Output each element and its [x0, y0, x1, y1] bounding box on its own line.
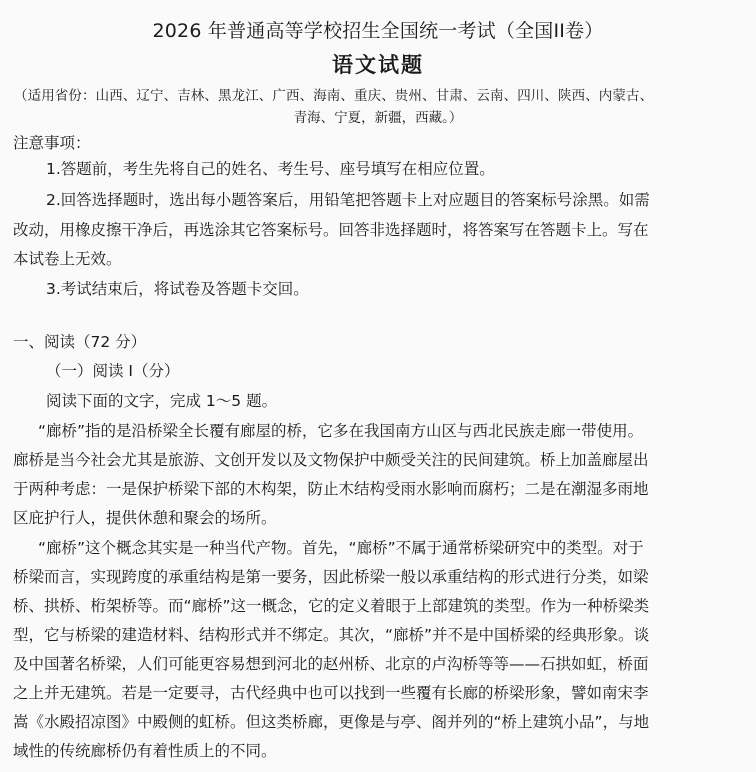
passage-line: 之上并无建筑。若是一定要寻，古代经典中也可以找到一些覆有长廊的桥梁形象，譬如南宋李 [13, 684, 649, 702]
note-line: 1.答题前，考生先将自己的姓名、考生号、座号填写在相应位置。 [46, 160, 495, 178]
passage-line: 域性的传统廊桥仍有着性质上的不同。 [13, 742, 277, 760]
passage-line: 桥梁而言，实现跨度的承重结构是第一要务，因此桥梁一般以承重结构的形式进行分类，如梁 [13, 568, 649, 586]
section-heading: 一、阅读（72 分） [13, 333, 147, 351]
note-line: 改动，用橡皮擦干净后，再选涂其它答案标号。回答非选择题时，将答案写在答题卡上。写在 [13, 221, 649, 239]
provinces-line-2: 青海、宁夏，新疆，西藏。） [293, 110, 463, 126]
notes-title: 注意事项： [13, 134, 91, 152]
subject-title: 语文试题 [332, 53, 424, 77]
note-line: 3.考试结束后，将试卷及答题卡交回。 [46, 280, 309, 298]
passage-line: “廊桥”指的是沿桥梁全长覆有廊屋的桥，它多在我国南方山区与西北民族走廊一带使用。 [38, 422, 644, 440]
passage-line: 于两种考虑：一是保护桥梁下部的木构架，防止木结构受雨水影响而腐朽；二是在潮湿多雨地 [13, 480, 649, 498]
passage-line: 型，它与桥梁的建造材料、结构形式并不绑定。其次，“廊桥”并不是中国桥梁的经典形象。谈 [13, 626, 650, 644]
passage-line: 及中国著名桥梁，人们可能更容易想到河北的赵州桥、北京的卢沟桥等等——石拱如虹，桥面 [13, 655, 649, 673]
section-subheading: （一）阅读 I（分） [46, 362, 180, 380]
passage-line: “廊桥”这个概念其实是一种当代产物。首先，“廊桥”不属于通常桥梁研究中的类型。对于 [38, 539, 644, 557]
passage-line: 廊桥是当今社会尤其是旅游、文创开发以及文物保护中颇受关注的民间建筑。桥上加盖廊屋出 [13, 451, 649, 469]
note-line: 本试卷上无效。 [13, 250, 122, 268]
provinces-line-1: （适用省份：山西、辽宁、吉林、黑龙江、广西、海南、重庆、贵州、甘肃、云南、四川、陕西、内蒙古、 [14, 88, 654, 104]
note-line: 2.回答选择题时，选出每小题答案后，用铅笔把答题卡上对应题目的答案标号涂黑。如需 [46, 191, 650, 209]
passage-line: 区庇护行人，提供休憩和聚会的场所。 [13, 509, 277, 527]
passage-line: 桥、拱桥、桁架桥等。而“廊桥”这一概念，它的定义着眼于上部建筑的类型。作为一种桥梁类 [13, 597, 650, 615]
reading-instruction: 阅读下面的文字，完成 1～5 题。 [46, 392, 278, 410]
passage-line: 嵩《水殿招凉图》中殿侧的虹桥。但这类桥廊，更像是与亭、阁并列的“桥上建筑小品”，与地 [13, 713, 650, 731]
exam-title: 2026 年普通高等学校招生全国统一考试（全国II卷） [152, 20, 604, 42]
